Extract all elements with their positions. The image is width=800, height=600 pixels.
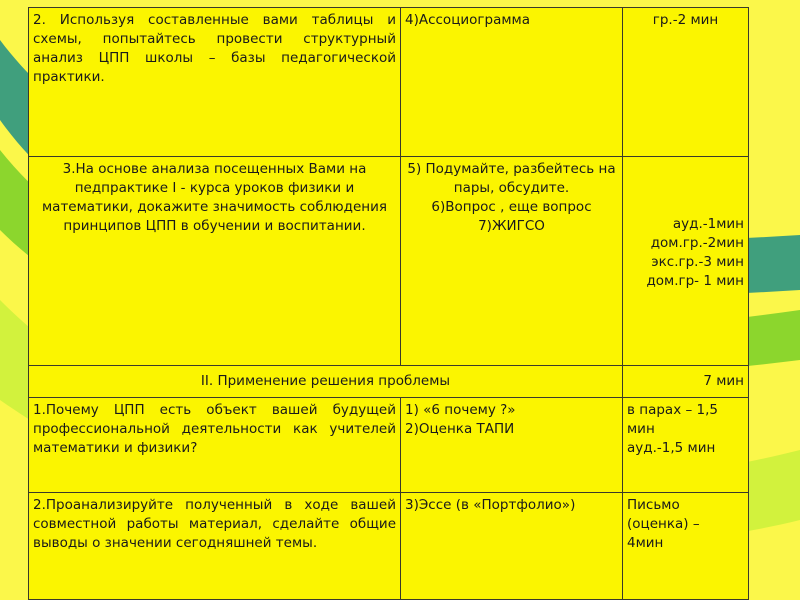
task-cell: 1.Почему ЦПП есть объект вашей будущей профессиональной деятельности как учителей математики и физики? <box>29 398 401 493</box>
task-cell: 2. Используя составленные вами таблицы и схемы, попытайтесь провести структурный анализ ЦПП школы – базы педагогической практики. <box>29 8 401 157</box>
method-line: 5) Подумайте, разбейтесь на пары, обсудите. <box>407 161 616 196</box>
table-row <box>29 493 749 600</box>
time-line: ауд.-1,5 мин <box>627 440 716 456</box>
method-line: 7)ЖИГСО <box>478 218 545 234</box>
method-line: 1) «6 почему ?» <box>405 402 516 418</box>
method-cell: 4)Ассоциограмма <box>401 8 623 157</box>
time-line: дом.гр.-2мин <box>650 235 744 251</box>
method-line: 6)Вопрос , еще вопрос <box>431 199 592 215</box>
method-line: 2)Оценка ТАПИ <box>405 421 515 437</box>
time-cell <box>623 493 749 600</box>
table-row <box>29 8 749 157</box>
time-cell <box>623 398 749 493</box>
time-cell: гр.-2 мин <box>623 8 749 157</box>
time-line: Письмо (оценка) – <box>627 497 700 532</box>
lesson-plan-table <box>28 7 749 600</box>
section-title: II. Применение решения проблемы <box>29 366 623 398</box>
method-cell <box>401 398 623 493</box>
table-row <box>29 398 749 493</box>
time-line: экс.гр.-3 мин <box>651 254 744 270</box>
time-line: в парах – 1,5 мин <box>627 402 718 437</box>
time-line: ауд.-1мин <box>672 216 744 232</box>
task-cell: 2.Проанализируйте полученный в ходе вашей совместной работы материал, сделайте общие выводы о значении сегодняшней темы. <box>29 493 401 600</box>
method-cell: 3)Эссе (в «Портфолио») <box>401 493 623 600</box>
time-cell: 7 мин <box>623 366 749 398</box>
task-cell: 3.На основе анализа посещенных Вами на педпрактике I - курса уроков физики и математики, докажите значимость соблюдения принципов ЦПП в обучении и воспитании. <box>29 157 401 366</box>
table-row <box>29 157 749 366</box>
section-row <box>29 366 749 398</box>
method-cell <box>401 157 623 366</box>
time-cell <box>623 157 749 366</box>
time-line: 4мин <box>627 535 664 551</box>
time-line: дом.гр- 1 мин <box>646 273 744 289</box>
